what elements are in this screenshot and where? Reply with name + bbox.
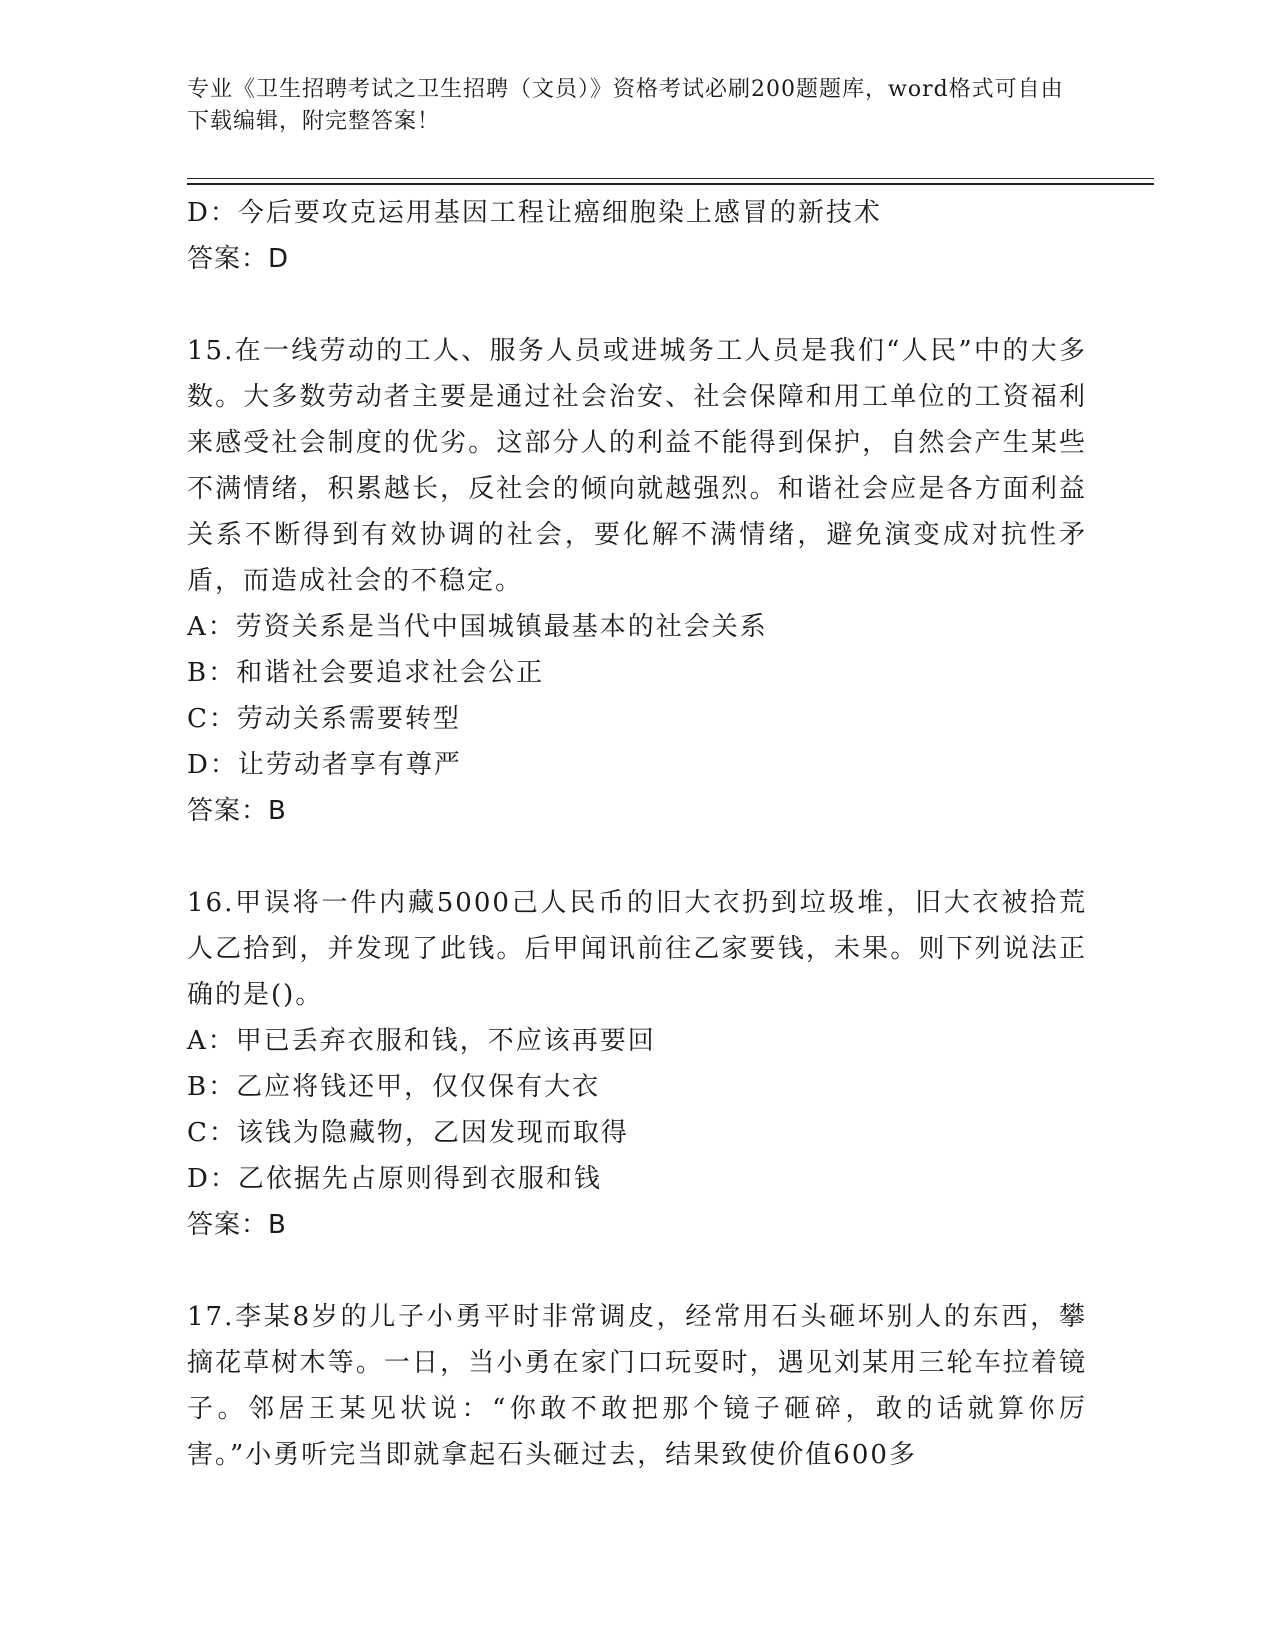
option-d: D：乙依据先占原则得到衣服和钱 (187, 1164, 602, 1194)
header-divider-thick (187, 183, 1154, 185)
header-divider-thin (187, 178, 1154, 179)
question-16 (187, 880, 1087, 1248)
document-header (187, 74, 1067, 138)
question-content (187, 190, 1087, 1478)
option-c: C：劳动关系需要转型 (187, 704, 461, 734)
answer-line: 答案：B (187, 1210, 287, 1240)
option-b: B：乙应将钱还甲，仅仅保有大衣 (187, 1072, 601, 1102)
spacer (187, 282, 1087, 328)
spacer (187, 834, 1087, 880)
option-d: D：让劳动者享有尊严 (187, 750, 462, 780)
header-text: 专业《卫生招聘考试之卫生招聘（文员）》资格考试必刷200题题库，word格式可自由下载编辑，附完整答案！ (187, 77, 1064, 134)
question-stem: 16.甲误将一件内藏5000己人民币的旧大衣扔到垃圾堆，旧大衣被拾荒人乙拾到，并发现了此钱。后甲闻讯前往乙家要钱，未果。则下列说法正确的是()。 (187, 888, 1087, 1010)
answer-line: 答案：B (187, 796, 287, 826)
question-stem: 15.在一线劳动的工人、服务人员或进城务工人员是我们“人民”中的大多数。大多数劳动者主要是通过社会治安、社会保障和用工单位的工资福利来感受社会制度的优劣。这部分人的利益不能得到保护，自然会产生某些不满情绪，积累越长，反社会的倾向就越强烈。和谐社会应是各方面利益关系不断得到有效协调的社会，要化解不满情绪，避免演变成对抗性矛盾，而造成社会的不稳定。 (187, 336, 1087, 596)
question-15 (187, 328, 1087, 834)
option-b: B：和谐社会要追求社会公正 (187, 658, 545, 688)
question-17 (187, 1294, 1087, 1478)
option-c: C：该钱为隐藏物，乙因发现而取得 (187, 1118, 629, 1148)
option-a: A：劳资关系是当代中国城镇最基本的社会关系 (187, 612, 768, 642)
option-d: D：今后要攻克运用基因工程让癌细胞染上感冒的新技术 (187, 198, 882, 228)
question-14-tail (187, 190, 1087, 282)
question-stem: 17.李某8岁的儿子小勇平时非常调皮，经常用石头砸坏别人的东西，攀摘花草树木等。一日，当小勇在家门口玩耍时，遇见刘某用三轮车拉着镜子。邻居王某见状说：“你敢不敢把那个镜子砸碎，敢的话就算你厉害。”小勇听完当即就拿起石头砸过去，结果致使价值600多 (187, 1302, 1087, 1470)
spacer (187, 1248, 1087, 1294)
answer-line: 答案：D (187, 244, 290, 274)
option-a: A：甲已丢弃衣服和钱，不应该再要回 (187, 1026, 656, 1056)
